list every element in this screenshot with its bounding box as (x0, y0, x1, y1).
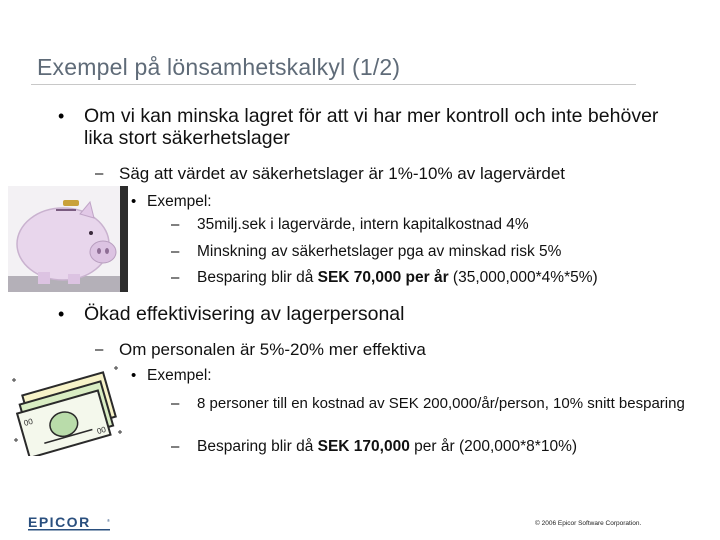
svg-text:00: 00 (22, 416, 34, 428)
epicor-logo (28, 514, 114, 537)
bullet-inventory-reduction: Om vi kan minska lagret för att vi har mer kontroll och inte behöver lika stort säkerhetslager (84, 105, 659, 149)
slide-title: Exempel på lönsamhetskalkyl (1/2) (37, 54, 401, 80)
dash-marker: – (171, 395, 180, 412)
example-item-saving-70000: Besparing blir då SEK 70,000 per år (35,000,000*4%*5%) (197, 269, 598, 286)
sub-staff-more-effective: Om personalen är 5%-20% mer effektiva (119, 340, 426, 359)
example-label-2: Exempel: (147, 367, 212, 384)
bullet-staff-efficiency: Ökad effektivisering av lagerpersonal (84, 303, 405, 325)
dash-marker: – (171, 438, 180, 455)
bullet-dot: • (131, 367, 137, 384)
epicor-logo-text: EPICOR (28, 514, 91, 530)
title-divider (31, 84, 636, 85)
example-item-risk-reduction: Minskning av säkerhetslager pga av minskad risk 5% (197, 243, 562, 260)
dash-marker: – (95, 165, 104, 182)
money-bills-image (6, 362, 128, 456)
piggy-bank-image (8, 186, 128, 292)
dash-marker: – (171, 269, 180, 286)
bullet-dot: • (58, 106, 65, 126)
dash-marker: – (171, 216, 180, 233)
bullet-dot: • (131, 193, 137, 210)
copyright-notice: © 2006 Epicor Software Corporation. (535, 520, 642, 527)
sub-safety-stock-value: Säg att värdet av säkerhetslager är 1%-10% av lagervärdet (119, 164, 566, 183)
dash-marker: – (171, 243, 180, 260)
svg-text:00: 00 (95, 424, 108, 437)
example-item-saving-170000: Besparing blir då SEK 170,000 per år (200,000*8*10%) (197, 438, 578, 455)
svg-text:®: ® (107, 518, 110, 523)
example-label-1: Exempel: (147, 193, 212, 210)
example-item-inventory-value: 35milj.sek i lagervärde, intern kapitalkostnad 4% (197, 216, 529, 233)
example-item-8-persons: 8 personer till en kostnad av SEK 200,000/år/person, 10% snitt besparing (197, 395, 685, 412)
bullet-dot: • (58, 304, 65, 324)
dash-marker: – (95, 341, 104, 358)
